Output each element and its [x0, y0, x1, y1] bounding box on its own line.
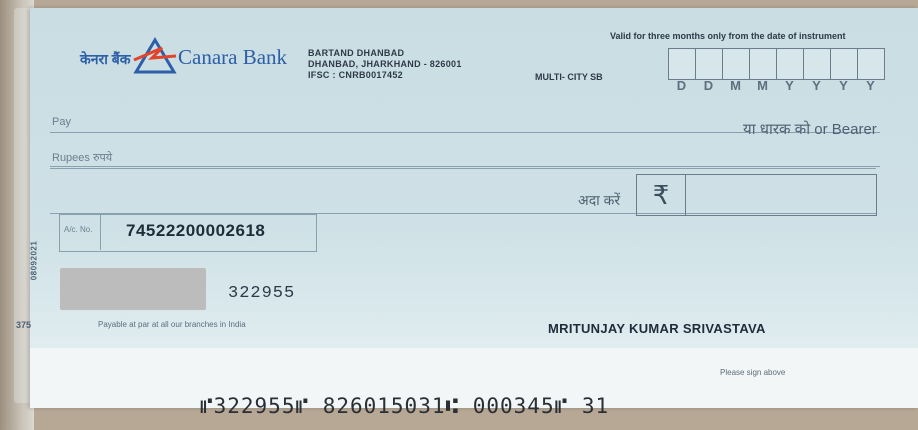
- date-digit-box[interactable]: [803, 48, 830, 80]
- payable-note: Payable at par at all our branches in India: [98, 320, 246, 329]
- validity-note: Valid for three months only from the date of instrument: [610, 31, 846, 41]
- branch-line-1: BARTAND DHANBAD: [308, 48, 405, 58]
- cheque-number: 322955: [228, 284, 296, 303]
- margin-number: 375: [16, 320, 32, 330]
- bearer-label: या धारक को or Bearer: [743, 121, 877, 138]
- side-serial-code: 08092021: [29, 240, 39, 281]
- date-digit-box[interactable]: [722, 48, 749, 80]
- bank-name-hindi: केनरा बैंक: [80, 51, 131, 67]
- account-holder-name: MRITUNJAY KUMAR SRIVASTAVA: [548, 321, 766, 336]
- branch-line-2: DHANBAD, JHARKHAND - 826001: [308, 59, 462, 69]
- date-digit-box[interactable]: [749, 48, 776, 80]
- amount-figures-box[interactable]: [684, 174, 877, 216]
- date-digit-box[interactable]: [857, 48, 885, 80]
- date-label: Y: [812, 78, 821, 93]
- ada-karen-label: अदा करें: [578, 192, 621, 208]
- account-type: MULTI- CITY SB: [535, 72, 603, 82]
- account-number-label: A/c. No.: [64, 225, 93, 234]
- redacted-area: [60, 268, 206, 310]
- date-label: M: [730, 78, 741, 93]
- account-number: 74522200002618: [126, 221, 266, 240]
- sign-above-note: Please sign above: [720, 368, 786, 377]
- date-digit-box[interactable]: [695, 48, 722, 80]
- account-number-divider: [100, 214, 101, 250]
- date-label: D: [703, 78, 714, 93]
- amount-words-line[interactable]: [50, 166, 880, 167]
- date-labels: [668, 78, 884, 93]
- date-label: D: [676, 78, 687, 93]
- cheque-leaf: [16, 8, 918, 418]
- micr-code-line: ⑈322955⑈ 826015031⑆ 000345⑈ 31: [200, 394, 610, 418]
- rupee-icon: ₹: [636, 174, 686, 216]
- date-digit-box[interactable]: [776, 48, 803, 80]
- bank-name-english: Canara Bank: [178, 45, 288, 69]
- date-label: Y: [866, 78, 875, 93]
- date-label: Y: [839, 78, 848, 93]
- branch-address: [308, 48, 462, 81]
- date-digit-box[interactable]: [668, 48, 695, 80]
- pay-label: Pay: [52, 116, 71, 128]
- date-label: Y: [785, 78, 794, 93]
- rupees-label: Rupees रुपये: [52, 152, 113, 164]
- date-digit-box[interactable]: [830, 48, 857, 80]
- branch-ifsc: IFSC : CNRB0017452: [308, 70, 403, 80]
- canara-logo-icon: [132, 36, 178, 76]
- date-label: M: [757, 78, 768, 93]
- date-field[interactable]: [668, 48, 885, 80]
